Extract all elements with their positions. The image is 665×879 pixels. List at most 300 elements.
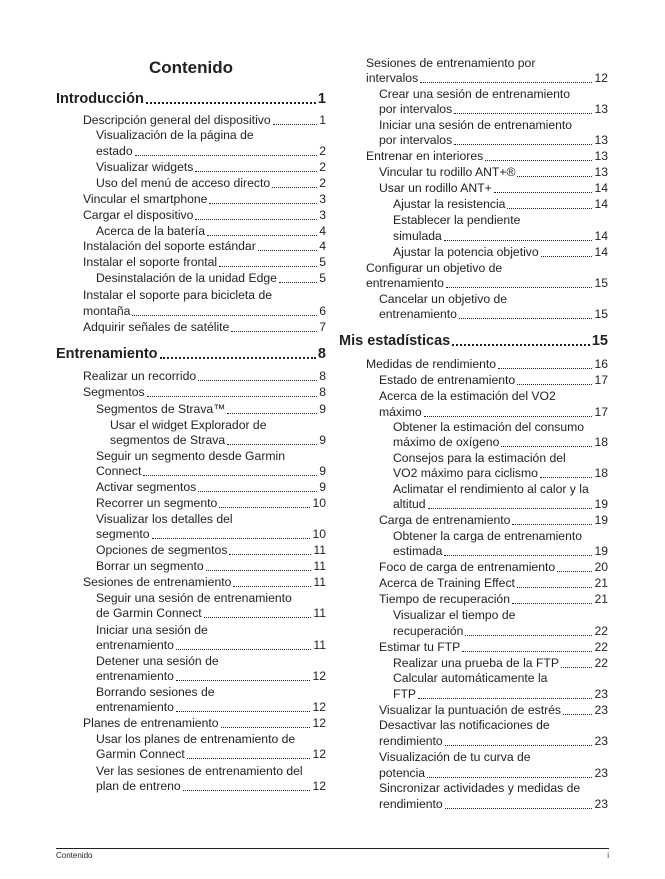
toc-dot-leader [198,491,317,492]
toc-entry-text: FTP [393,687,417,701]
toc-entry-text: montaña [83,304,131,318]
toc-entry-text: Realizar un recorrido [83,369,197,383]
toc-dot-leader [221,727,311,728]
toc-entry[interactable] [393,624,608,639]
toc-dot-leader [195,171,317,172]
toc-entry[interactable] [96,144,326,159]
toc-entry[interactable] [96,700,326,715]
toc-entry[interactable] [96,669,326,684]
toc-entry[interactable] [393,656,608,671]
toc-entry[interactable] [96,224,326,239]
toc-dot-leader [517,587,592,588]
toc-entry-text: Adquirir señales de satélite [83,320,230,334]
toc-dot-leader [204,617,312,618]
toc-entry-text: máximo [379,405,422,419]
toc-entry-text: Descripción general del dispositivo [83,113,271,127]
toc-entry[interactable] [379,734,608,749]
toc-entry-text: Opciones de segmentos [96,543,228,557]
toc-page-number: 11 [313,575,326,589]
toc-entry [379,718,608,733]
toc-page-number: 1 [319,113,326,127]
toc-page-number: 11 [313,606,326,620]
toc-entry-text: Visualizar los detalles del [96,512,233,526]
toc-entry[interactable] [96,496,326,511]
toc-dot-leader [420,82,592,83]
toc-entry-text: Desactivar las notificaciones de [379,718,550,732]
toc-page-number: 20 [594,560,608,574]
toc-entry-text: Medidas de rendimiento [366,357,497,371]
toc-dot-leader [206,570,312,571]
toc-page-number: 12 [312,669,326,683]
toc-entry-text: Instalar el soporte para bicicleta de [83,288,273,302]
toc-entry-text: entrenamiento [96,638,174,652]
toc-dot-leader [207,235,317,236]
toc-dot-leader [427,777,592,778]
toc-entry-text: Sesiones de entrenamiento por [366,56,536,70]
toc-entry-text: Seguir un segmento desde Garmin [96,449,286,463]
toc-dot-leader [146,102,316,104]
toc-entry[interactable] [83,385,326,400]
toc-page-number: 19 [594,497,608,511]
toc-entry-text: Ajustar la resistencia [393,197,506,211]
toc-entry-text: máximo de oxígeno [393,435,500,449]
toc-entry-text: segmentos de Strava [110,433,226,447]
toc-entry [96,685,326,700]
toc-entry-text: Introducción [56,91,144,107]
toc-entry[interactable] [96,543,326,558]
toc-dot-leader [563,714,592,715]
toc-page-number: 1 [317,91,326,107]
toc-entry[interactable] [83,369,326,384]
toc-entry [96,654,326,669]
toc-entry-text: Planes de entrenamiento [83,716,219,730]
toc-entry-text: Visualizar la puntuación de estrés [379,703,562,717]
toc-entry-text: de Garmin Connect [96,606,202,620]
toc-entry[interactable] [393,197,608,212]
toc-page-number: 5 [319,271,326,285]
toc-entry-text: Iniciar una sesión de [96,623,208,637]
toc-entry[interactable] [379,181,608,196]
toc-entry[interactable] [96,779,326,794]
toc-entry[interactable] [96,527,326,542]
toc-dot-leader [507,208,592,209]
toc-page-number: 4 [319,239,326,253]
toc-entry [83,288,326,303]
toc-entry[interactable] [366,276,608,291]
toc-dot-leader [454,144,592,145]
toc-entry [393,420,608,435]
toc-page-number: 16 [594,357,608,371]
toc-entry-text: por intervalos [379,133,453,147]
toc-entry [393,529,608,544]
toc-entry-text: Acerca de Training Effect [379,576,515,590]
toc-entry[interactable] [379,307,608,322]
toc-dot-leader [160,357,316,359]
toc-section-heading[interactable] [339,332,608,350]
toc-page-number: 2 [319,176,326,190]
toc-dot-leader [485,160,592,161]
toc-page-number: 23 [594,703,608,717]
toc-dot-leader [540,477,593,478]
toc-entry[interactable] [83,716,326,731]
toc-dot-leader [517,384,592,385]
toc-entry-text: Entrenar en interiores [366,149,484,163]
toc-entry-text: Carga de entrenamiento [379,513,511,527]
toc-entry-text: Configurar un objetivo de [366,261,503,275]
toc-entry[interactable] [393,687,608,702]
toc-entry [379,118,608,133]
toc-entry [96,512,326,527]
toc-dot-leader [195,219,317,220]
toc-page-number: 19 [594,544,608,558]
toc-entry-text: Garmin Connect [96,747,185,761]
toc-entry[interactable] [393,466,608,481]
toc-page-number: 9 [319,464,326,478]
toc-entry-text: Ajustar la potencia objetivo [393,245,539,259]
toc-entry[interactable] [366,71,608,86]
toc-page-number: 15 [591,333,608,349]
toc-page-number: 14 [594,229,608,243]
toc-dot-leader [176,680,311,681]
toc-entry [393,451,608,466]
toc-entry[interactable] [379,102,608,117]
toc-entry[interactable] [379,405,608,420]
toc-dot-leader [147,396,318,397]
toc-entry-text: Entrenamiento [56,346,158,362]
toc-page-number: 13 [594,165,608,179]
toc-page-number: 12 [312,747,326,761]
toc-entry[interactable] [366,149,608,164]
toc-dot-leader [512,603,592,604]
toc-page-number: 10 [312,527,326,541]
toc-entry-text: VO2 máximo para ciclismo [393,466,538,480]
toc-entry-text: Estado de entrenamiento [379,373,516,387]
toc-entry-text: Tiempo de recuperación [379,592,510,606]
toc-entry [96,591,326,606]
toc-entry [96,764,326,779]
toc-dot-leader [183,790,311,791]
toc-entry-text: recuperación [393,624,464,638]
toc-entry[interactable] [379,766,608,781]
toc-entry[interactable] [110,433,326,448]
toc-entry [110,418,326,433]
toc-dot-leader [557,571,592,572]
toc-page-number: 13 [594,149,608,163]
toc-entry [366,56,608,71]
toc-entry[interactable] [379,640,608,655]
toc-entry [379,87,608,102]
toc-entry [393,213,608,228]
toc-entry-text: Uso del menú de acceso directo [96,176,271,190]
toc-section-heading[interactable] [56,345,326,363]
toc-entry[interactable] [96,606,326,621]
toc-dot-leader [498,368,592,369]
toc-entry-text: Seguir una sesión de entrenamiento [96,591,292,605]
toc-entry-text: entrenamiento [96,669,174,683]
toc-entry [393,482,608,497]
toc-entry-text: Visualización de la página de [96,128,254,142]
toc-entry [393,671,608,686]
toc-entry[interactable] [366,357,608,372]
toc-entry[interactable] [83,113,326,128]
toc-entry[interactable] [379,373,608,388]
footer-section-name: Contenido [56,851,93,860]
toc-page-number: 11 [313,638,326,652]
toc-dot-leader [229,554,311,555]
toc-dot-leader [444,555,592,556]
toc-entry-text: simulada [393,229,442,243]
toc-entry-text: Usar el widget Explorador de [110,418,267,432]
toc-entry-text: Segmentos [83,385,145,399]
toc-page-number: 8 [317,346,326,362]
toc-page-number: 4 [319,224,326,238]
toc-page-number: 21 [594,576,608,590]
toc-page-number: 13 [594,102,608,116]
toc-entry[interactable] [96,480,326,495]
toc-entry-text: Acerca de la batería [96,224,206,238]
toc-entry-text: rendimiento [379,734,443,748]
toc-entry-text: Iniciar una sesión de entrenamiento [379,118,573,132]
toc-entry[interactable] [393,229,608,244]
toc-entry-text: Cargar el dispositivo [83,208,194,222]
toc-entry-text: Borrar un segmento [96,559,204,573]
toc-dot-leader [219,266,317,267]
toc-entry [379,781,608,796]
toc-dot-leader [512,524,592,525]
toc-entry[interactable] [393,544,608,559]
toc-entry-text: Aclimatar el rendimiento al calor y la [393,482,589,496]
toc-dot-leader [494,192,593,193]
toc-entry-text: Establecer la pendiente [393,213,521,227]
toc-dot-leader [227,444,317,445]
toc-entry-text: Detener una sesión de [96,654,219,668]
page-title: Contenido [148,58,234,77]
toc-page-number: 22 [594,656,608,670]
toc-page-number: 15 [594,276,608,290]
toc-page-number: 8 [319,385,326,399]
toc-entry-text: Vincular tu rodillo ANT+® [379,165,516,179]
toc-entry-text: Activar segmentos [96,480,197,494]
toc-entry-text: entrenamiento [379,307,457,321]
toc-dot-leader [501,446,592,447]
toc-entry[interactable] [83,208,326,223]
toc-entry-text: altitud [393,497,426,511]
toc-entry-text: Cancelar un objetivo de [379,292,508,306]
toc-page-number: 6 [319,304,326,318]
toc-entry-text: Obtener la carga de entrenamiento [393,529,583,543]
toc-entry-text: Borrando sesiones de [96,685,215,699]
toc-dot-leader [143,475,317,476]
toc-entry-text: Segmentos de Strava™ [96,402,226,416]
toc-page-number: 15 [594,307,608,321]
toc-dot-leader [517,176,592,177]
toc-entry-text: Visualizar el tiempo de [393,608,516,622]
toc-page-number: 18 [594,466,608,480]
toc-page-number: 22 [594,624,608,638]
toc-entry[interactable] [83,192,326,207]
toc-entry-text: Visualizar widgets [96,160,194,174]
toc-page-number: 21 [594,592,608,606]
toc-entry-text: segmento [96,527,150,541]
toc-dot-leader [152,538,311,539]
toc-entry[interactable] [379,797,608,812]
toc-page-number: 5 [319,255,326,269]
toc-entry[interactable] [379,513,608,528]
toc-page-number: 17 [594,405,608,419]
toc-dot-leader [258,250,317,251]
toc-entry-text: estado [96,144,133,158]
footer-page-number: i [607,851,609,860]
toc-entry [393,608,608,623]
toc-page-number: 8 [319,369,326,383]
toc-dot-leader [231,331,317,332]
toc-entry[interactable] [393,435,608,450]
toc-dot-leader [219,507,310,508]
toc-entry-text: Estimar tu FTP [379,640,461,654]
toc-entry-text: Realizar una prueba de la FTP [393,656,559,670]
toc-page-number: 18 [594,435,608,449]
toc-entry-text: Usar un rodillo ANT+ [379,181,492,195]
toc-dot-leader [454,113,592,114]
toc-entry-text: Desinstalación de la unidad Edge [96,271,277,285]
toc-page-number: 3 [319,192,326,206]
toc-entry-text: Recorrer un segmento [96,496,218,510]
toc-page-number: 7 [319,320,326,334]
toc-page-number: 12 [312,716,326,730]
toc-dot-leader [459,318,593,319]
toc-dot-leader [135,155,318,156]
toc-page-number: 14 [594,181,608,195]
toc-dot-leader [418,698,592,699]
toc-entry-text: Obtener la estimación del consumo [393,420,585,434]
toc-entry [96,732,326,747]
toc-page-number: 9 [319,433,326,447]
toc-entry[interactable] [83,255,326,270]
toc-entry[interactable] [96,160,326,175]
toc-dot-leader [446,287,593,288]
toc-entry[interactable] [379,576,608,591]
toc-entry-text: Connect [96,464,142,478]
toc-entry-text: Sesiones de entrenamiento [83,575,232,589]
toc-dot-leader [176,649,311,650]
toc-entry[interactable] [379,133,608,148]
toc-entry[interactable] [96,271,326,286]
toc-entry[interactable] [83,239,326,254]
toc-entry[interactable] [379,560,608,575]
toc-entry[interactable] [96,638,326,653]
toc-entry-text: rendimiento [379,797,443,811]
toc-page-number: 22 [594,640,608,654]
toc-entry-text: por intervalos [379,102,453,116]
toc-entry-text: Ver las sesiones de entrenamiento del [96,764,303,778]
toc-dot-leader [233,586,311,587]
toc-entry [366,261,608,276]
toc-entry-text: estimada [393,544,443,558]
toc-entry-text: Vincular el smartphone [83,192,208,206]
toc-dot-leader [209,203,317,204]
toc-entry [96,623,326,638]
toc-dot-leader [445,808,593,809]
toc-page-number: 12 [594,71,608,85]
toc-section-heading[interactable] [56,90,326,108]
toc-page-number: 17 [594,373,608,387]
toc-page-number: 11 [313,559,326,573]
toc-entry-text: Acerca de la estimación del VO2 [379,389,556,403]
toc-page-number: 9 [319,480,326,494]
toc-dot-leader [176,711,311,712]
toc-dot-leader [424,416,593,417]
toc-dot-leader [445,745,593,746]
toc-dot-leader [279,282,317,283]
toc-dot-leader [465,635,592,636]
toc-page-number: 23 [594,766,608,780]
toc-entry-text: Crear una sesión de entrenamiento [379,87,571,101]
toc-dot-leader [227,413,317,414]
toc-entry[interactable] [379,703,608,718]
toc-page-number: 23 [594,734,608,748]
toc-page-number: 23 [594,687,608,701]
toc-entry[interactable] [83,575,326,590]
toc-page-number: 14 [594,245,608,259]
toc-entry [379,292,608,307]
toc-page-number: 23 [594,797,608,811]
toc-entry[interactable] [393,245,608,260]
toc-entry[interactable] [379,592,608,607]
toc-entry-text: Consejos para la estimación del [393,451,566,465]
toc-entry-text: Calcular automáticamente la [393,671,548,685]
toc-page-number: 19 [594,513,608,527]
toc-entry[interactable] [393,497,608,512]
toc-entry-text: Instalación del soporte estándar [83,239,256,253]
toc-entry[interactable] [379,165,608,180]
toc-page-number: 2 [319,160,326,174]
toc-entry[interactable] [96,559,326,574]
toc-page-number: 14 [594,197,608,211]
toc-entry-text: Foco de carga de entrenamiento [379,560,556,574]
toc-entry [379,389,608,404]
toc-entry-text: plan de entreno [96,779,181,793]
toc-entry[interactable] [96,464,326,479]
toc-entry [96,449,326,464]
toc-page-number: 12 [312,700,326,714]
toc-page-number: 10 [312,496,326,510]
toc-entry[interactable] [83,320,326,335]
toc-page-number: 12 [312,779,326,793]
toc-dot-leader [272,187,317,188]
toc-entry-text: Usar los planes de entrenamiento de [96,732,296,746]
toc-entry[interactable] [96,402,326,417]
toc-entry [379,750,608,765]
toc-dot-leader [452,344,590,346]
toc-entry-text: Mis estadísticas [339,333,451,349]
toc-dot-leader [132,315,317,316]
toc-dot-leader [198,380,317,381]
toc-entry-text: Visualización de tu curva de [379,750,531,764]
toc-entry[interactable] [83,304,326,319]
toc-dot-leader [444,240,593,241]
toc-entry-text: potencia [379,766,426,780]
toc-page-number: 13 [594,133,608,147]
toc-entry [96,128,326,143]
footer-rule [56,848,609,849]
toc-page-number: 2 [319,144,326,158]
toc-entry[interactable] [96,176,326,191]
toc-entry[interactable] [96,747,326,762]
toc-dot-leader [187,758,311,759]
toc-page-number: 11 [313,543,326,557]
toc-entry-text: Sincronizar actividades y medidas de [379,781,581,795]
toc-page-number: 3 [319,208,326,222]
